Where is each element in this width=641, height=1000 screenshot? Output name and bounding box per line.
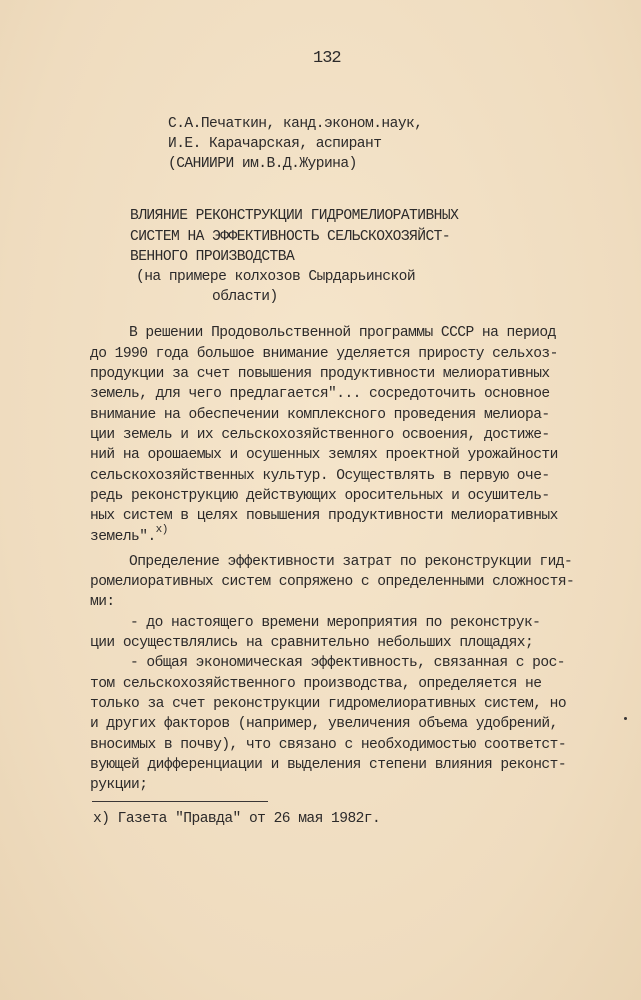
body-line-16: ции осуществлялись на сравнительно небольших площадях; (90, 635, 534, 651)
body-line-3: продукции за счет повышения продуктивности мелиоративных (90, 366, 550, 382)
body-line-11 (90, 524, 168, 545)
body-line-2: до 1990 года большое внимание уделяется приросту сельхоз- (90, 346, 558, 362)
body-line-17: - общая экономическая эффективность, связанная с рос- (130, 655, 566, 671)
body-line-5: внимание на обеспечении комплексного проведения мелиора- (90, 407, 550, 423)
page-number: 132 (313, 49, 341, 68)
ink-speck (624, 717, 627, 720)
body-line-7: ний на орошаемых и осушенных землях проектной урожайности (90, 447, 558, 463)
body-line-4: земель, для чего предлагается"... сосредоточить основное (90, 386, 550, 402)
body-line-18: том сельскохозяйственного производства, определяется не (90, 676, 542, 692)
title-line-1: ВЛИЯНИЕ РЕКОНСТРУКЦИИ ГИДРОМЕЛИОРАТИВНЫХ (130, 208, 459, 224)
body-line-13: ромелиоративных систем сопряжено с определенными сложностя- (90, 574, 575, 590)
body-line-8: сельскохозяйственных культур. Осуществлять в первую оче- (90, 468, 550, 484)
subtitle-line-1: (на примере колхозов Сырдарьинской (136, 269, 416, 285)
body-line-19: только за счет реконструкции гидромелиоративных систем, но (90, 696, 567, 712)
author-affiliation: (САНИИРИ им.В.Д.Журина) (168, 156, 357, 172)
body-line-23: рукции; (90, 777, 148, 793)
body-line-22: вующей дифференциации и выделения степени влияния реконст- (90, 757, 567, 773)
body-line-15: - до настоящего времени мероприятия по реконструк- (130, 615, 541, 631)
footnote: x) Газета "Правда" от 26 мая 1982г. (93, 811, 381, 827)
body-line-14: ми: (90, 594, 115, 610)
author-line-2: И.Е. Карачарская, аспирант (168, 136, 382, 152)
body-line-9: редь реконструкцию действующих оросительных и осушитель- (90, 488, 550, 504)
body-line-11-text: земель". (90, 529, 156, 545)
author-line-1: С.А.Печаткин, канд.эконом.наук, (168, 116, 423, 132)
footnote-divider (92, 801, 268, 802)
body-line-21: вносимых в почву), что связано с необходимостью соответст- (90, 737, 567, 753)
subtitle-line-2: области) (212, 289, 278, 305)
body-line-12: Определение эффективности затрат по реконструкции гид- (129, 554, 573, 570)
body-line-6: ции земель и их сельскохозяйственного освоения, достиже- (90, 427, 550, 443)
footnote-marker: x) (155, 524, 168, 536)
body-line-10: ных систем в целях повышения продуктивности мелиоративных (90, 508, 558, 524)
title-line-3: ВЕННОГО ПРОИЗВОДСТВА (130, 249, 295, 265)
body-line-20: и других факторов (например, увеличения объема удобрений, (90, 716, 558, 732)
body-line-1: В решении Продовольственной программы СССР на период (129, 325, 556, 341)
title-line-2: СИСТЕМ НА ЭФФЕКТИВНОСТЬ СЕЛЬСКОХОЗЯЙСТ- (130, 229, 451, 245)
